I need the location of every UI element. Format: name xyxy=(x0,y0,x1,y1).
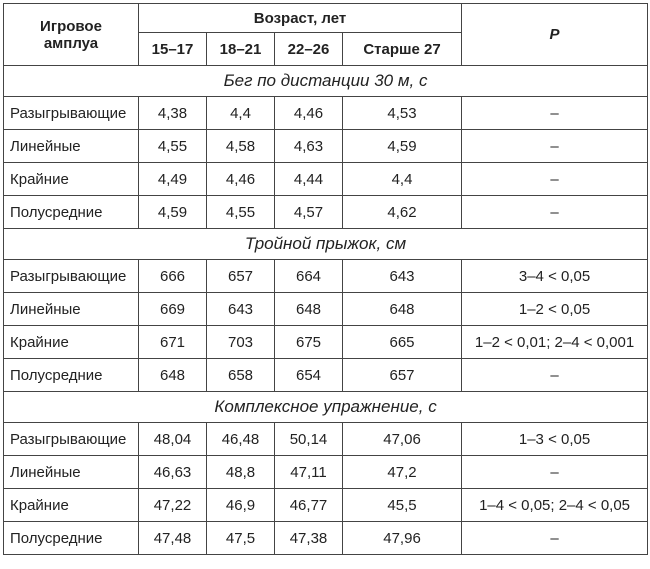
p-value-cell: 1–4 < 0,05; 2–4 < 0,05 xyxy=(462,489,648,522)
value-cell: 4,63 xyxy=(275,130,343,163)
table-row xyxy=(4,456,648,489)
value-cell: 675 xyxy=(275,326,343,359)
age-col-1: 15–17 xyxy=(139,33,207,66)
value-cell: 648 xyxy=(139,359,207,392)
value-cell: 643 xyxy=(343,260,462,293)
role-cell: Разыгрывающие xyxy=(4,423,139,456)
role-cell: Разыгрывающие xyxy=(4,97,139,130)
p-value-cell: – xyxy=(462,456,648,489)
role-header-line1: Игровое xyxy=(40,17,102,35)
value-cell: 4,44 xyxy=(275,163,343,196)
value-cell: 657 xyxy=(207,260,275,293)
p-value-cell: 1–3 < 0,05 xyxy=(462,423,648,456)
table-row xyxy=(4,97,648,130)
p-value-cell: 3–4 < 0,05 xyxy=(462,260,648,293)
role-cell: Линейные xyxy=(4,130,139,163)
section-title: Тройной прыжок, см xyxy=(4,229,648,260)
value-cell: 46,63 xyxy=(139,456,207,489)
age-group-header: Возраст, лет xyxy=(139,4,462,33)
header-row-top xyxy=(4,4,648,33)
table-body xyxy=(4,66,648,555)
section-row xyxy=(4,66,648,97)
value-cell: 48,04 xyxy=(139,423,207,456)
role-cell: Полусредние xyxy=(4,522,139,555)
value-cell: 4,59 xyxy=(139,196,207,229)
section-title: Комплексное упражнение, с xyxy=(4,392,648,423)
section-title: Бег по дистанции 30 м, с xyxy=(4,66,648,97)
value-cell: 50,14 xyxy=(275,423,343,456)
value-cell: 47,48 xyxy=(139,522,207,555)
value-cell: 4,59 xyxy=(343,130,462,163)
role-cell: Крайние xyxy=(4,163,139,196)
table-row xyxy=(4,293,648,326)
value-cell: 703 xyxy=(207,326,275,359)
p-value-cell: 1–2 < 0,05 xyxy=(462,293,648,326)
value-cell: 46,48 xyxy=(207,423,275,456)
value-cell: 657 xyxy=(343,359,462,392)
table-row xyxy=(4,260,648,293)
p-value-cell: 1–2 < 0,01; 2–4 < 0,001 xyxy=(462,326,648,359)
value-cell: 4,62 xyxy=(343,196,462,229)
value-cell: 4,46 xyxy=(207,163,275,196)
value-cell: 46,9 xyxy=(207,489,275,522)
value-cell: 47,5 xyxy=(207,522,275,555)
role-header-line2: амплуа xyxy=(43,34,99,52)
role-cell: Крайние xyxy=(4,326,139,359)
age-col-2: 18–21 xyxy=(207,33,275,66)
table-row xyxy=(4,522,648,555)
table-row xyxy=(4,359,648,392)
role-cell: Разыгрывающие xyxy=(4,260,139,293)
p-value-cell: – xyxy=(462,97,648,130)
section-row xyxy=(4,392,648,423)
value-cell: 648 xyxy=(275,293,343,326)
value-cell: 4,55 xyxy=(139,130,207,163)
value-cell: 4,58 xyxy=(207,130,275,163)
value-cell: 4,4 xyxy=(343,163,462,196)
value-cell: 4,55 xyxy=(207,196,275,229)
value-cell: 47,96 xyxy=(343,522,462,555)
value-cell: 4,38 xyxy=(139,97,207,130)
role-cell: Линейные xyxy=(4,293,139,326)
value-cell: 658 xyxy=(207,359,275,392)
value-cell: 45,5 xyxy=(343,489,462,522)
value-cell: 47,11 xyxy=(275,456,343,489)
role-column-header xyxy=(4,4,139,66)
value-cell: 664 xyxy=(275,260,343,293)
value-cell: 654 xyxy=(275,359,343,392)
p-value-cell: – xyxy=(462,130,648,163)
age-col-3: 22–26 xyxy=(275,33,343,66)
section-row xyxy=(4,229,648,260)
value-cell: 669 xyxy=(139,293,207,326)
role-cell: Линейные xyxy=(4,456,139,489)
value-cell: 4,4 xyxy=(207,97,275,130)
value-cell: 4,49 xyxy=(139,163,207,196)
role-cell: Полусредние xyxy=(4,359,139,392)
value-cell: 47,38 xyxy=(275,522,343,555)
table-row xyxy=(4,196,648,229)
table-row xyxy=(4,130,648,163)
value-cell: 46,77 xyxy=(275,489,343,522)
table-row xyxy=(4,326,648,359)
value-cell: 671 xyxy=(139,326,207,359)
value-cell: 47,22 xyxy=(139,489,207,522)
value-cell: 48,8 xyxy=(207,456,275,489)
table-row xyxy=(4,163,648,196)
value-cell: 643 xyxy=(207,293,275,326)
value-cell: 665 xyxy=(343,326,462,359)
results-table xyxy=(3,3,648,555)
age-col-4: Старше 27 xyxy=(343,33,462,66)
p-value-cell: – xyxy=(462,359,648,392)
role-cell: Крайние xyxy=(4,489,139,522)
value-cell: 4,53 xyxy=(343,97,462,130)
p-value-cell: – xyxy=(462,196,648,229)
value-cell: 47,2 xyxy=(343,456,462,489)
role-cell: Полусредние xyxy=(4,196,139,229)
value-cell: 4,57 xyxy=(275,196,343,229)
value-cell: 47,06 xyxy=(343,423,462,456)
p-value-cell: – xyxy=(462,522,648,555)
table-row xyxy=(4,423,648,456)
value-cell: 4,46 xyxy=(275,97,343,130)
value-cell: 648 xyxy=(343,293,462,326)
p-value-header: P xyxy=(462,4,648,66)
p-value-cell: – xyxy=(462,163,648,196)
table-row xyxy=(4,489,648,522)
value-cell: 666 xyxy=(139,260,207,293)
